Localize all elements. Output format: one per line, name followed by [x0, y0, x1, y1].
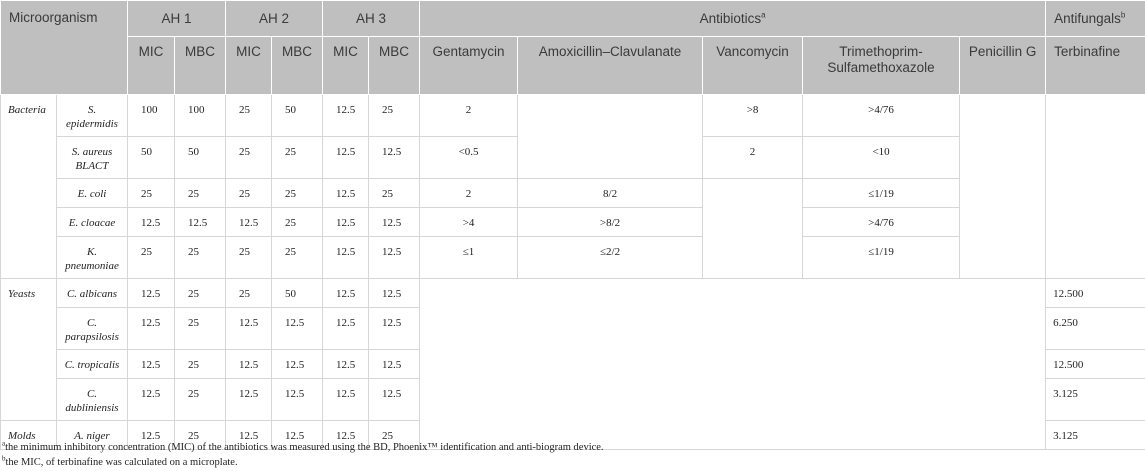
organism-name: C. tropicalis: [57, 350, 128, 379]
ah3-mbc-cell: 12.5: [369, 379, 420, 421]
ah2-mbc-cell: 12.5: [272, 421, 323, 450]
footnotes: [0, 440, 604, 470]
vancomycin-cell: >8: [703, 95, 803, 137]
header-ah2-mic: MIC: [226, 37, 272, 95]
ah2-mbc-cell: 50: [272, 279, 323, 308]
vancomycin-cell: 2: [703, 137, 803, 179]
ah2-mic-cell: 25: [226, 237, 272, 279]
ah1-mic-cell: 12.5: [128, 350, 175, 379]
header-antifungals: Antifungals$^b$: [1046, 1, 1145, 37]
gentamycin-cell: ≤1: [420, 237, 518, 279]
ah1-mbc-cell: 25: [175, 350, 226, 379]
tms-cell: >4/76: [803, 95, 960, 137]
vancomycin-cell-empty: [703, 179, 803, 279]
amoxicillin-cell: ≤2/2: [518, 237, 703, 279]
ah3-mbc-cell: 12.5: [369, 137, 420, 179]
ah1-mbc-cell: 100: [175, 95, 226, 137]
header-gentamycin: Gentamycin: [420, 37, 518, 95]
ah3-mbc-cell: 25: [369, 95, 420, 137]
header-ah3-mbc: MBC: [369, 37, 420, 95]
ah1-mic-cell: 50: [128, 137, 175, 179]
header-ah1-mbc: MBC: [175, 37, 226, 95]
ah1-mic-cell: 12.5: [128, 208, 175, 237]
ah2-mic-cell: 12.5: [226, 308, 272, 350]
ah1-mic-cell: 12.5: [128, 279, 175, 308]
ah1-mbc-cell: 50: [175, 137, 226, 179]
ah3-mic-cell: 12.5: [323, 208, 369, 237]
ah2-mic-cell: 12.5: [226, 421, 272, 450]
ah3-mbc-cell: 25: [369, 179, 420, 208]
ah2-mbc-cell: 12.5: [272, 308, 323, 350]
tms-cell: <10: [803, 137, 960, 179]
header-amoxicillin-clavulanate: Amoxicillin–Clavulanate: [518, 37, 703, 95]
header-ah1: AH 1: [128, 1, 226, 37]
header-ah2: AH 2: [226, 1, 323, 37]
ah1-mbc-cell: 25: [175, 279, 226, 308]
header-microorganism: Microorganism: [1, 1, 128, 95]
ah3-mbc-cell: 12.5: [369, 237, 420, 279]
organism-name: C. dubliniensis: [57, 379, 128, 421]
table-row: [1, 279, 1145, 308]
header-ah1-mic: MIC: [128, 37, 175, 95]
terbinafine-cell: 3.125: [1046, 421, 1145, 450]
organism-name: C. albicans: [57, 279, 128, 308]
ah2-mic-cell: 12.5: [226, 208, 272, 237]
header-trimethoprim-sulfamethoxazole: Trimethoprim-Sulfamethoxazole: [803, 37, 960, 95]
header-penicillin-g: Penicillin G: [960, 37, 1046, 95]
ah1-mbc-cell: 25: [175, 308, 226, 350]
terbinafine-cell: 3.125: [1046, 379, 1145, 421]
ah3-mic-cell: 12.5: [323, 137, 369, 179]
header-row-1: [1, 1, 1145, 37]
ah2-mic-cell: 25: [226, 179, 272, 208]
header-ah3: AH 3: [323, 1, 420, 37]
group-molds: Molds: [1, 421, 57, 450]
organism-name: K. pneumoniae: [57, 237, 128, 279]
ah2-mbc-cell: 50: [272, 95, 323, 137]
ah1-mic-cell: 25: [128, 237, 175, 279]
terbinafine-cell-empty: [1046, 95, 1145, 279]
ah3-mbc-cell: 25: [369, 421, 420, 450]
footnote-a: $^a$the minimum inhibitory concentration (MIC) of the antibiotics was measured using the BD, Phoenix™ identification and anti-biogram device.: [2, 439, 604, 453]
terbinafine-cell: 6.250: [1046, 308, 1145, 350]
organism-name: S. epidermidis: [57, 95, 128, 137]
ah1-mbc-cell: 25: [175, 237, 226, 279]
ah1-mbc-cell: 25: [175, 421, 226, 450]
ah2-mic-cell: 25: [226, 279, 272, 308]
ah2-mbc-cell: 25: [272, 237, 323, 279]
penicillin-cell-empty: [960, 95, 1046, 279]
table-row: [1, 95, 1145, 137]
tms-cell: >4/76: [803, 208, 960, 237]
terbinafine-cell: 12.500: [1046, 279, 1145, 308]
header-row-2: [1, 37, 1145, 95]
gentamycin-cell: <0.5: [420, 137, 518, 179]
ah3-mbc-cell: 12.5: [369, 308, 420, 350]
group-yeasts: Yeasts: [1, 279, 57, 421]
header-ah3-mic: MIC: [323, 37, 369, 95]
gentamycin-cell: >4: [420, 208, 518, 237]
ah3-mbc-cell: 12.5: [369, 350, 420, 379]
organism-name: S. aureus BLACT: [57, 137, 128, 179]
ah2-mic-cell: 25: [226, 137, 272, 179]
ah3-mic-cell: 12.5: [323, 237, 369, 279]
ah3-mbc-cell: 12.5: [369, 279, 420, 308]
organism-name: C. parapsilosis: [57, 308, 128, 350]
ah3-mic-cell: 12.5: [323, 279, 369, 308]
ah1-mbc-cell: 25: [175, 179, 226, 208]
ah3-mbc-cell: 12.5: [369, 208, 420, 237]
ah1-mic-cell: 12.5: [128, 379, 175, 421]
ah3-mic-cell: 12.5: [323, 350, 369, 379]
gentamycin-cell: 2: [420, 179, 518, 208]
ah1-mbc-cell: 12.5: [175, 208, 226, 237]
ah2-mic-cell: 25: [226, 95, 272, 137]
ah3-mic-cell: 12.5: [323, 308, 369, 350]
amoxicillin-cell: >8/2: [518, 208, 703, 237]
ah2-mic-cell: 12.5: [226, 379, 272, 421]
ah1-mic-cell: 25: [128, 179, 175, 208]
tms-cell: ≤1/19: [803, 237, 960, 279]
header-ah2-mbc: MBC: [272, 37, 323, 95]
antibiotics-empty-block: [420, 279, 1046, 450]
ah2-mbc-cell: 25: [272, 208, 323, 237]
ah3-mic-cell: 12.5: [323, 379, 369, 421]
tms-cell: ≤1/19: [803, 179, 960, 208]
ah1-mbc-cell: 25: [175, 379, 226, 421]
amoxicillin-cell: 8/2: [518, 179, 703, 208]
terbinafine-cell: 12.500: [1046, 350, 1145, 379]
ah2-mbc-cell: 25: [272, 179, 323, 208]
ah3-mic-cell: 12.5: [323, 95, 369, 137]
ah2-mbc-cell: 12.5: [272, 379, 323, 421]
ah1-mic-cell: 12.5: [128, 421, 175, 450]
header-antibiotics: Antibiotics$^a$: [420, 1, 1046, 37]
ah2-mbc-cell: 12.5: [272, 350, 323, 379]
header-terbinafine: Terbinafine: [1046, 37, 1145, 95]
header-vancomycin: Vancomycin: [703, 37, 803, 95]
ah1-mic-cell: 100: [128, 95, 175, 137]
organism-name: A. niger: [57, 421, 128, 450]
ah1-mic-cell: 12.5: [128, 308, 175, 350]
footnote-b: $^b$the MIC, of terbinafine was calculated on a microplate.: [2, 454, 238, 468]
ah2-mbc-cell: 25: [272, 137, 323, 179]
gentamycin-cell: 2: [420, 95, 518, 137]
ah3-mic-cell: 12.5: [323, 179, 369, 208]
group-bacteria: Bacteria: [1, 95, 57, 279]
amoxicillin-cell-empty: [518, 95, 703, 179]
ah3-mic-cell: 12.5: [323, 421, 369, 450]
ah2-mic-cell: 12.5: [226, 350, 272, 379]
organism-name: E. cloacae: [57, 208, 128, 237]
organism-name: E. coli: [57, 179, 128, 208]
